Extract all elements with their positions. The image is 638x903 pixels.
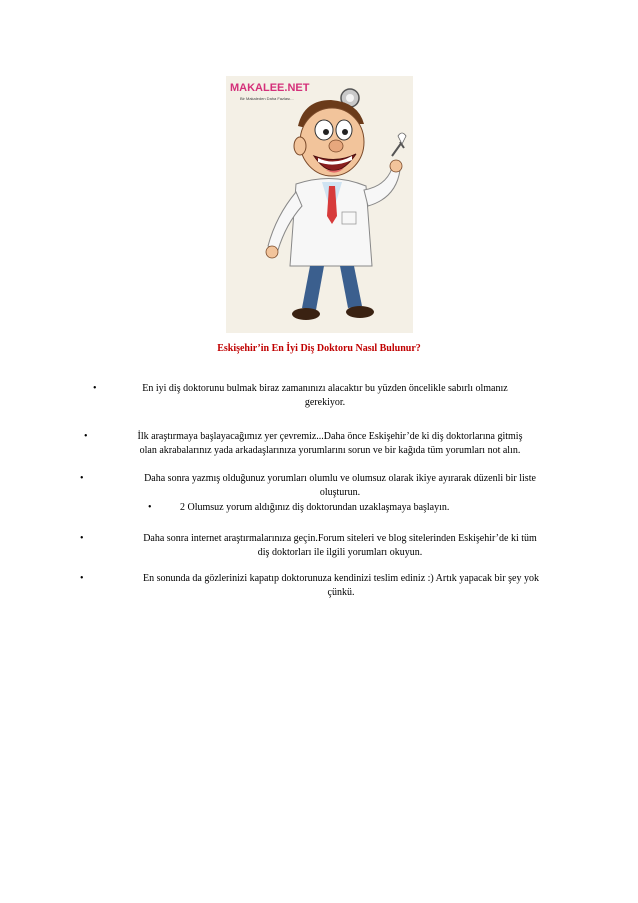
list-item-line: En sonunda da gözlerinizi kapatıp doktorunuza kendinizi teslim ediniz :) Artık yapacak bir şey yok <box>142 573 539 584</box>
page-title: Eskişehir’in En İyi Diş Doktoru Nasıl Bulunur? <box>217 343 421 354</box>
list-item-line: Daha sonra yazmış olduğunuz yorumları olumlu ve olumsuz olarak ikiye ayırarak düzenli bir liste <box>144 473 536 484</box>
bullet: • <box>80 533 84 544</box>
bullet: • <box>84 431 88 442</box>
list-item-line: olan akrabalarınız yada arkadaşlarınıza yorumlarını sorun ve bir kağıda tüm yorumları not alın. <box>139 445 521 456</box>
bullet: • <box>93 383 97 394</box>
list-item-line: gerekiyor. <box>304 397 346 408</box>
list-item-line: 2 Olumsuz yorum aldığınız diş doktorundan uzaklaşmaya başlayın. <box>180 502 450 513</box>
list-item-line: çünkü. <box>327 587 355 598</box>
svg-text:Bir Makaleden Daha Fazlası...: Bir Makaleden Daha Fazlası... <box>240 96 294 101</box>
dentist-cartoon-image <box>226 76 413 333</box>
makalee-logo <box>230 82 310 101</box>
svg-text:MAKALEE.NET: MAKALEE.NET <box>230 82 310 94</box>
list-item-line: İlk araştırmaya başlayacağımız yer çevremiz...Daha önce Eskişehir’de ki diş doktorlarına gitmiş <box>137 431 523 442</box>
list-item-line: diş doktorları ile ilgili yorumları okuyun. <box>257 547 423 558</box>
bullet: • <box>80 473 84 484</box>
bullet: • <box>80 573 84 584</box>
list-item-line: oluşturun. <box>319 487 361 498</box>
list-item-line: En iyi diş doktorunu bulmak biraz zamanınızı alacaktır bu yüzden öncelikle sabırlı olmanız <box>142 383 508 394</box>
list-item-line: Daha sonra internet araştırmalarınıza geçin.Forum siteleri ve blog sitelerinden Eskişehir’de ki tüm <box>143 533 537 544</box>
bullet: • <box>148 502 152 513</box>
